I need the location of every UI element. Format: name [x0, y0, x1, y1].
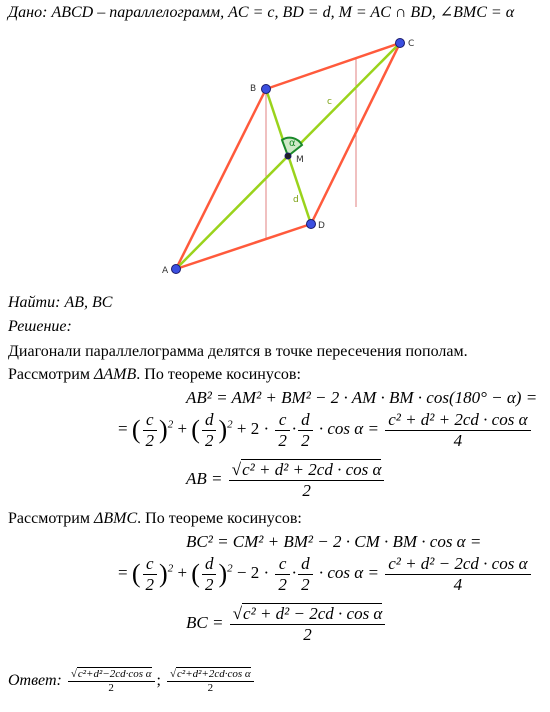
minus-two: − 2 ·: [236, 562, 270, 582]
frac-c-den: 2: [278, 430, 287, 450]
cos-alpha: · cos α =: [318, 418, 379, 438]
frac-d-num: d: [298, 554, 313, 575]
frac-c-num: c: [143, 410, 158, 431]
answer-label: Ответ:: [8, 671, 62, 689]
answer-line: Ответ: $\frac{\text{√c²+d²−2cd·cos α}}{2}$ ; $\frac{\text{√c²+d²+2cd·cos α}}{2}$: [8, 668, 256, 694]
find-line: [8, 294, 112, 312]
alpha-label: α: [289, 138, 296, 149]
square-exp: 2: [227, 418, 233, 431]
square-exp: 2: [167, 418, 174, 431]
square-exp: 2: [227, 562, 233, 575]
result-num: c² + d² + 2cd · cos α: [385, 410, 530, 431]
solution-label: Решение:: [8, 318, 72, 335]
eq-sign: =: [118, 562, 128, 582]
frac-c-num: c: [143, 554, 158, 575]
height-lines: [266, 59, 356, 240]
eq-sign: =: [118, 418, 128, 438]
result-num: c² + d² − 2cd · cos α: [385, 554, 530, 575]
find-label: Найти:: [8, 294, 61, 311]
equation-ab-squared: AB² = AM² + BM² − 2 · AM · BM · cos(180° − α) =: [186, 388, 538, 407]
answer-separator: ;: [156, 671, 161, 689]
label-c-diagonal: c: [327, 97, 332, 107]
line3-prefix: Рассмотрим: [8, 510, 94, 527]
equation-ab-expanded: = ( $\frac{c}{2}$ )$^2$ + ( $\frac{d}{2}$ )$^2$ + 2 · $\frac{c}{2}$ · $\frac{d}{2}$ · cos α = $\frac{\text{c² + d² + 2cd · cos α}}{4}$: [118, 410, 533, 450]
line2-suffix: . По теореме косинусов:: [136, 366, 301, 383]
point-b: [262, 85, 271, 94]
point-d: [307, 220, 316, 229]
label-a: A: [162, 266, 169, 276]
frac-c-num: c: [275, 410, 290, 431]
frac-d-num: d: [202, 410, 217, 431]
line2-triangle: ΔAMB: [94, 366, 137, 383]
solution-line2: [8, 366, 301, 384]
plus-two: + 2 ·: [236, 418, 270, 438]
equation-ab-result: AB = $\frac{\text{√c² + d² + 2cd · cos α}}{2}$: [186, 460, 386, 500]
equation-bc-squared: BC² = CM² + BM² − 2 · CM · BM · cos α =: [186, 532, 482, 551]
ab-radicand: c² + d² + 2cd · cos α: [242, 460, 382, 479]
frac-c-den: 2: [145, 574, 155, 594]
answer2-den: 2: [207, 681, 214, 694]
frac-c-den: 2: [145, 430, 155, 450]
line3-suffix: . По теореме косинусов:: [137, 510, 302, 527]
result-den: 4: [453, 574, 463, 594]
bc-den: 2: [303, 624, 312, 644]
label-c: C: [408, 39, 415, 49]
line3-triangle: ΔBMC: [94, 510, 138, 527]
square-exp: 2: [167, 562, 174, 575]
side-ab: [176, 89, 266, 269]
bc-lhs: BC =: [186, 612, 224, 632]
label-m: M: [296, 155, 304, 165]
equation-bc-expanded: = ( $\frac{c}{2}$ )$^2$ + ( $\frac{d}{2}$ )$^2$ − 2 · $\frac{c}{2}$ · $\frac{d}{2}$ · cos α = $\frac{\text{c² + d² − 2cd · cos α}}{4}$: [118, 554, 533, 594]
answer1-radicand: c²+d²−2cd·cos α: [77, 668, 152, 680]
ab-lhs: AB =: [186, 468, 223, 488]
label-d: D: [318, 221, 325, 231]
parallelogram-figure: [0, 0, 550, 300]
answer1-den: 2: [108, 681, 114, 694]
frac-d-num: d: [298, 410, 313, 431]
equation-bc-result: BC = $\frac{\text{√c² + d² − 2cd · cos α}}{2}$: [186, 604, 387, 644]
frac-d-den: 2: [204, 574, 214, 594]
label-b: B: [250, 84, 257, 94]
frac-d-den: 2: [204, 430, 214, 450]
frac-c-den: 2: [278, 574, 287, 594]
bc-radicand: c² + d² − 2cd · cos α: [243, 604, 383, 623]
given-text: ABCD – параллелограмм, AC = c, BD = d, M = AC ∩ BD, ∠BMC = α: [51, 4, 515, 21]
solution-line1: Диагонали параллелограмма делятся в точке пересечения пополам.: [8, 343, 468, 360]
line2-prefix: Рассмотрим: [8, 366, 94, 383]
label-d-diagonal: d: [293, 195, 299, 205]
answer2-radicand: c²+d²+2cd·cos α: [177, 668, 251, 680]
point-a: [172, 265, 181, 274]
find-text: AB, BC: [64, 294, 113, 311]
point-m: [285, 153, 291, 159]
solution-line3: [8, 510, 302, 528]
frac-c-num: c: [275, 554, 290, 575]
frac-d-den: 2: [301, 430, 310, 450]
given-label: Дано:: [8, 4, 48, 21]
frac-d-den: 2: [301, 574, 310, 594]
cos-alpha: · cos α =: [318, 562, 379, 582]
frac-d-num: d: [202, 554, 217, 575]
result-den: 4: [453, 430, 463, 450]
ab-den: 2: [302, 480, 311, 500]
point-c: [396, 39, 405, 48]
